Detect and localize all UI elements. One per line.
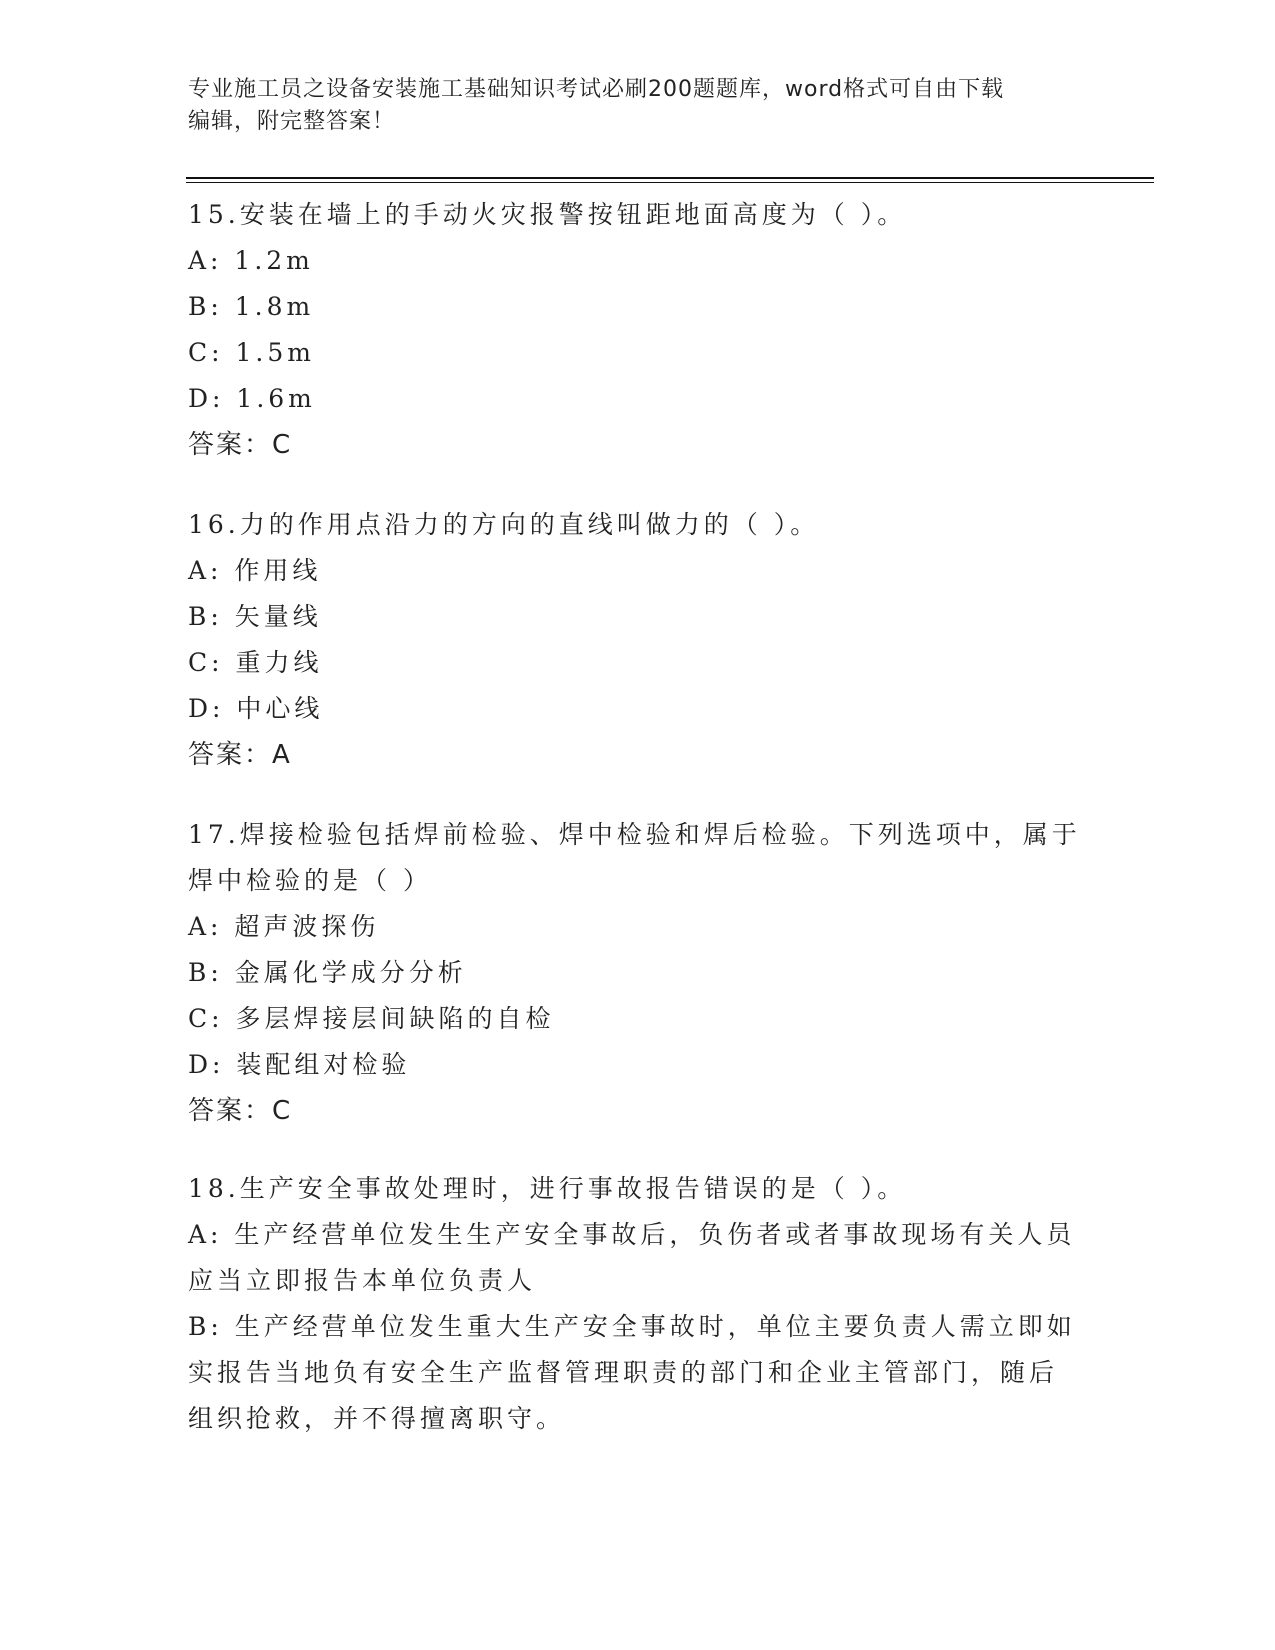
option-b: B: 矢量线 — [188, 602, 322, 631]
option-c: C: 多层焊接层间缺陷的自检 — [188, 1004, 555, 1033]
option-b-continued-2: 组织抢救，并不得擅离职守。 — [188, 1404, 566, 1433]
header-divider-thin — [186, 182, 1154, 183]
document-header — [188, 74, 1088, 138]
question-stem: 15.安装在墙上的手动火灾报警按钮距地面高度为（ ）。 — [188, 200, 907, 229]
answer-label: 答案：C — [188, 1096, 293, 1126]
question-15 — [188, 192, 1088, 468]
header-divider-thick — [186, 177, 1154, 179]
option-a-continued: 应当立即报告本单位负责人 — [188, 1266, 537, 1295]
question-17 — [188, 812, 1088, 1134]
option-b-continued: 实报告当地负有安全生产监督管理职责的部门和企业主管部门，随后 — [188, 1358, 1059, 1387]
question-stem: 18.生产安全事故处理时，进行事故报告错误的是（ ）。 — [188, 1174, 907, 1203]
option-d: D: 1.6m — [188, 384, 316, 413]
option-d: D: 装配组对检验 — [188, 1050, 411, 1079]
option-d: D: 中心线 — [188, 694, 324, 723]
option-a: A: 作用线 — [188, 556, 322, 585]
option-a: A: 超声波探伤 — [188, 912, 380, 941]
option-a: A: 生产经营单位发生生产安全事故后，负伤者或者事故现场有关人员 — [188, 1220, 1076, 1249]
question-stem: 16.力的作用点沿力的方向的直线叫做力的（ ）。 — [188, 510, 820, 539]
header-line-2: 编辑，附完整答案！ — [188, 109, 396, 134]
option-b: B: 1.8m — [188, 292, 315, 321]
answer-label: 答案：A — [188, 740, 292, 770]
question-16 — [188, 502, 1088, 778]
option-b: B: 生产经营单位发生重大生产安全事故时，单位主要负责人需立即如 — [188, 1312, 1076, 1341]
option-b: B: 金属化学成分分析 — [188, 958, 467, 987]
question-18 — [188, 1166, 1088, 1442]
question-list — [188, 192, 1088, 1476]
question-stem-continued: 焊中检验的是（ ） — [188, 866, 432, 895]
header-line-1: 专业施工员之设备安装施工基础知识考试必刷200题题库，word格式可自由下载 — [188, 77, 1005, 102]
option-c: C: 1.5m — [188, 338, 315, 367]
question-stem: 17.焊接检验包括焊前检验、焊中检验和焊后检验。下列选项中，属于 — [188, 820, 1081, 849]
answer-label: 答案：C — [188, 430, 293, 460]
option-c: C: 重力线 — [188, 648, 323, 677]
option-a: A: 1.2m — [188, 246, 314, 275]
